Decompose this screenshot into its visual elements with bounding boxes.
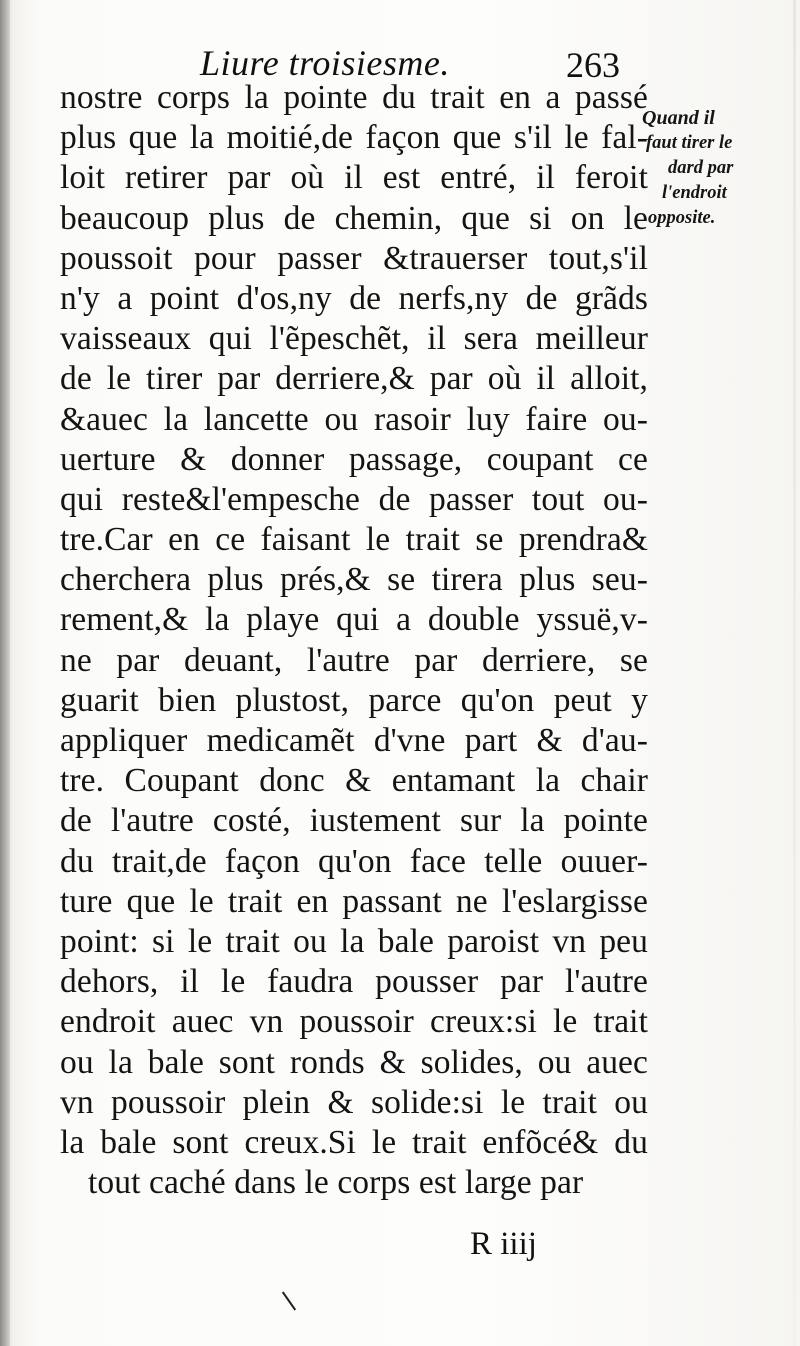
text-line: dehors, il le faudra pousser par l'autre: [60, 963, 648, 1001]
text-line: beaucoup plus de chemin, que si on le: [60, 199, 648, 237]
text-line: vn poussoir plein & solide:si le trait ou: [60, 1083, 648, 1121]
text-line: ne par deuant, l'autre par derriere, se: [60, 641, 648, 679]
text-line: ture que le trait en passant ne l'eslargisse: [60, 882, 648, 920]
text-line: tout caché dans le corps est large par: [88, 1164, 584, 1202]
text-line: de l'autre costé, iustement sur la pointe: [60, 802, 648, 840]
text-line: cherchera plus prés,& se tirera plus seu-: [60, 561, 648, 599]
marginal-note-line: Quand il: [642, 107, 715, 129]
text-line: plus que la moitié,de façon que s'il le fal-: [60, 119, 648, 157]
text-line: tre. Coupant donc & entamant la chair: [60, 762, 648, 800]
signature-mark: R iiij: [470, 1226, 537, 1262]
text-line: la bale sont creux.Si le trait enfõcé& du: [60, 1123, 648, 1161]
gutter-shadow: [0, 0, 10, 1346]
marginal-note-line: opposite.: [648, 208, 716, 228]
marginal-note-line: dard par: [668, 158, 734, 178]
text-line: qui reste&l'empesche de passer tout ou-: [60, 480, 648, 518]
marginal-note: [642, 106, 792, 231]
marginal-note-line: faut tirer le: [646, 133, 733, 153]
text-line: nostre corps la pointe du trait en a passé: [60, 79, 648, 116]
main-text-block: [60, 78, 648, 1203]
text-line: poussoit pour passer &trauerser tout,s'il: [60, 239, 648, 277]
text-line: uerture & donner passage, coupant ce: [60, 440, 648, 478]
text-line: &auec la lancette ou rasoir luy faire ou-: [60, 400, 648, 438]
page-edge: [793, 0, 796, 1346]
text-line: guarit bien plustost, parce qu'on peut y: [60, 681, 648, 719]
text-line: point: si le trait ou la bale paroist vn peu: [60, 922, 648, 960]
running-head: Liure troisiesme.: [200, 43, 450, 83]
text-line: tre.Car en ce faisant le trait se prendra&: [60, 521, 648, 559]
text-line: endroit auec vn poussoir creux:si le trait: [60, 1003, 648, 1041]
marginal-note-line: l'endroit: [662, 183, 727, 203]
text-line: appliquer medicamẽt d'vne part & d'au-: [60, 722, 648, 759]
stray-ink-mark: [282, 1291, 296, 1310]
text-line: vaisseaux qui l'ẽpeschẽt, il sera meilleur: [60, 320, 648, 358]
text-line: loit retirer par où il est entré, il feroit: [60, 159, 648, 197]
text-line: n'y a point d'os,ny de nerfs,ny de grãds: [60, 279, 648, 317]
text-line: rement,& la playe qui a double yssuë,v-: [60, 601, 648, 639]
text-line: ou la bale sont ronds & solides, ou auec: [60, 1043, 648, 1081]
page-number: 263: [566, 45, 620, 85]
text-line: du trait,de façon qu'on face telle ouuer-: [60, 842, 648, 880]
text-line: de le tirer par derriere,& par où il alloit,: [60, 360, 648, 398]
